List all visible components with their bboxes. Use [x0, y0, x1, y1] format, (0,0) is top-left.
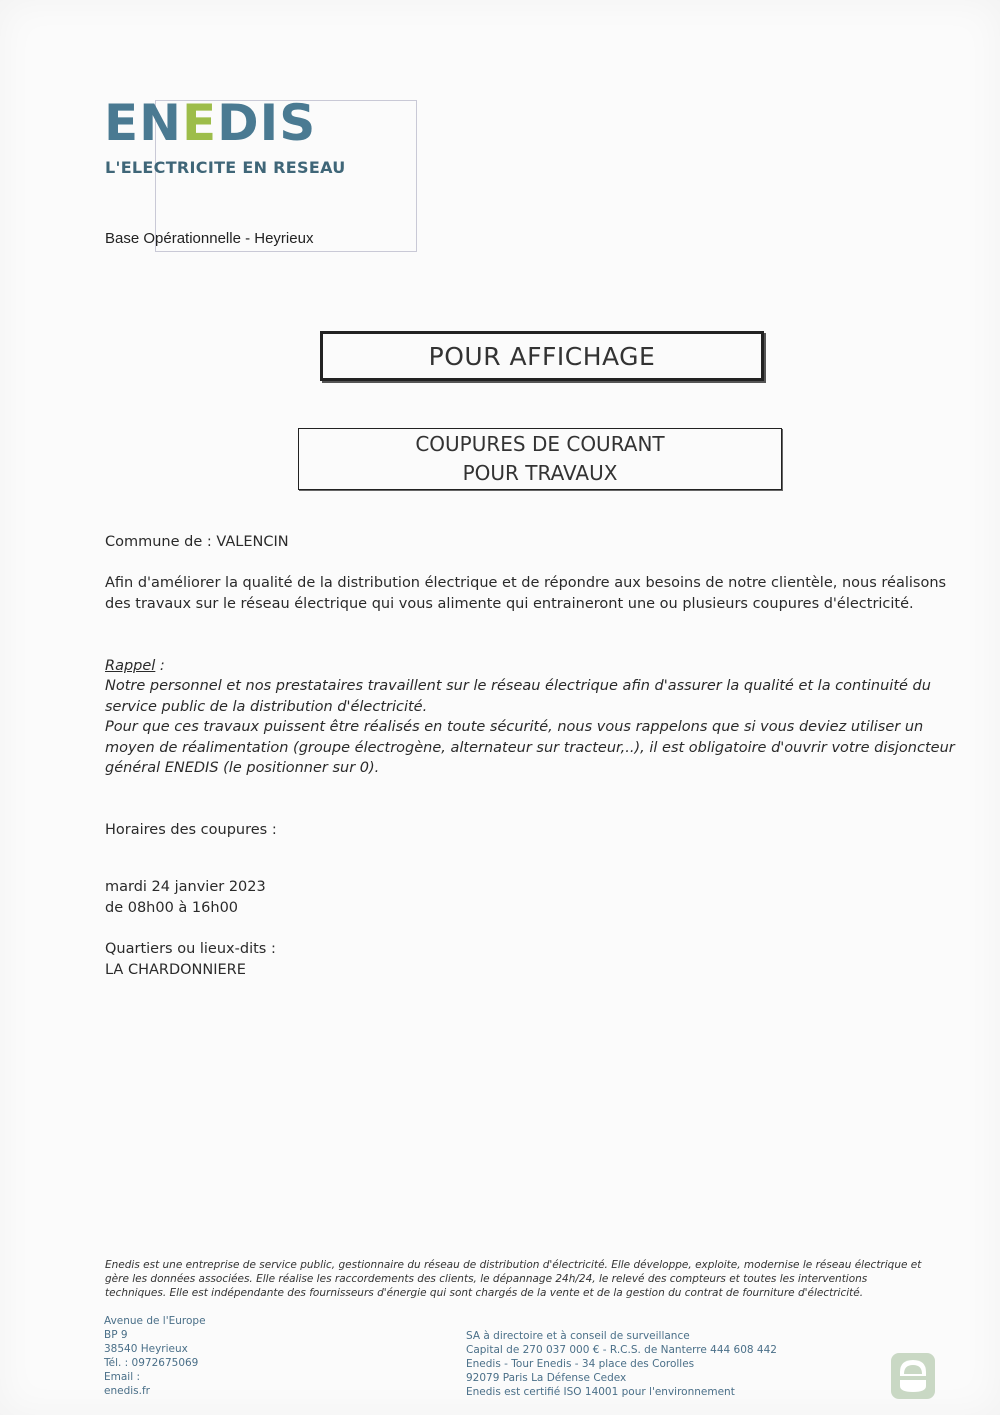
- corporate-line: SA à directoire et à conseil de surveillance: [466, 1330, 690, 1342]
- footer-corporate: [466, 1329, 777, 1399]
- legal-notice: Enedis est une entreprise de service public, gestionnaire du réseau de distribution d'électricité. Elle développe, exploite, modernise le réseau électrique et gère les données associées. Elle réalise les raccordements des clients, le dépannage 24h/24, le relevé des compteurs et toutes les interventions techniques. Elle est indépendante des fournisseurs d'énergie qui sont chargés de la vente et de la gestion du contrat de fourniture d'électricité.: [105, 1259, 922, 1299]
- cut-time: de 08h00 à 16h00: [105, 900, 239, 916]
- address-line: Email :: [104, 1371, 141, 1383]
- enedis-e-icon: [890, 1352, 936, 1400]
- commune: Commune de : VALENCIN: [105, 534, 289, 550]
- notice-subtitle-line1: COUPURES DE COURANT: [415, 432, 665, 456]
- corporate-line: Enedis - Tour Enedis - 34 place des Corolles: [466, 1358, 695, 1370]
- horaires-label: Horaires des coupures :: [105, 822, 277, 838]
- quartiers-label: Quartiers ou lieux-dits :: [105, 941, 276, 957]
- intro-paragraph: Afin d'améliorer la qualité de la distribution électrique et de répondre aux besoins de notre clientèle, nous réalisons des travaux sur le réseau électrique qui vous alimente qui entraineront une ou plusieurs coupures d'électricité.: [105, 575, 947, 612]
- address-line: BP 9: [104, 1329, 128, 1341]
- rappel-text: [105, 676, 955, 779]
- corporate-line: 92079 Paris La Défense Cedex: [466, 1372, 627, 1384]
- corporate-line: Enedis est certifié ISO 14001 pour l'environnement: [466, 1386, 735, 1398]
- corporate-line: Capital de 270 037 000 € - R.C.S. de Nanterre 444 608 442: [466, 1344, 777, 1356]
- base-operationnelle: Base Opérationnelle - Heyrieux: [105, 230, 314, 247]
- address-line: Avenue de l'Europe: [104, 1315, 206, 1327]
- address-line: 38540 Heyrieux: [104, 1343, 188, 1355]
- quartiers-value: LA CHARDONNIERE: [105, 962, 246, 978]
- footer-address: [104, 1314, 206, 1398]
- title-box: [320, 331, 764, 381]
- address-line: Tél. : 0972675069: [104, 1357, 199, 1369]
- logo-tagline: L'ELECTRICITE EN RESEAU: [105, 158, 346, 177]
- website-link[interactable]: enedis.fr: [104, 1385, 150, 1397]
- rappel-heading: Rappel :: [105, 658, 165, 674]
- notice-subtitle-line2: POUR TRAVAUX: [462, 461, 618, 485]
- enedis-logo: ENEDIS: [104, 94, 317, 152]
- subtitle-box: [298, 428, 782, 490]
- rappel-paragraph-1: Notre personnel et nos prestataires travaillent sur le réseau électrique afin d'assurer la qualité et la continuité du service public de la distribution d'électricité.: [105, 678, 931, 715]
- cut-date: mardi 24 janvier 2023: [105, 879, 266, 895]
- rappel-paragraph-2: Pour que ces travaux puissent être réalisés en toute sécurité, nous vous rappelons que si vous deviez utiliser un moyen de réalimentation (groupe électrogène, alternateur sur tracteur,..), il est obligatoire d'ouvrir votre disjoncteur général ENEDIS (le positionner sur 0).: [105, 719, 955, 776]
- notice-title: POUR AFFICHAGE: [428, 341, 656, 371]
